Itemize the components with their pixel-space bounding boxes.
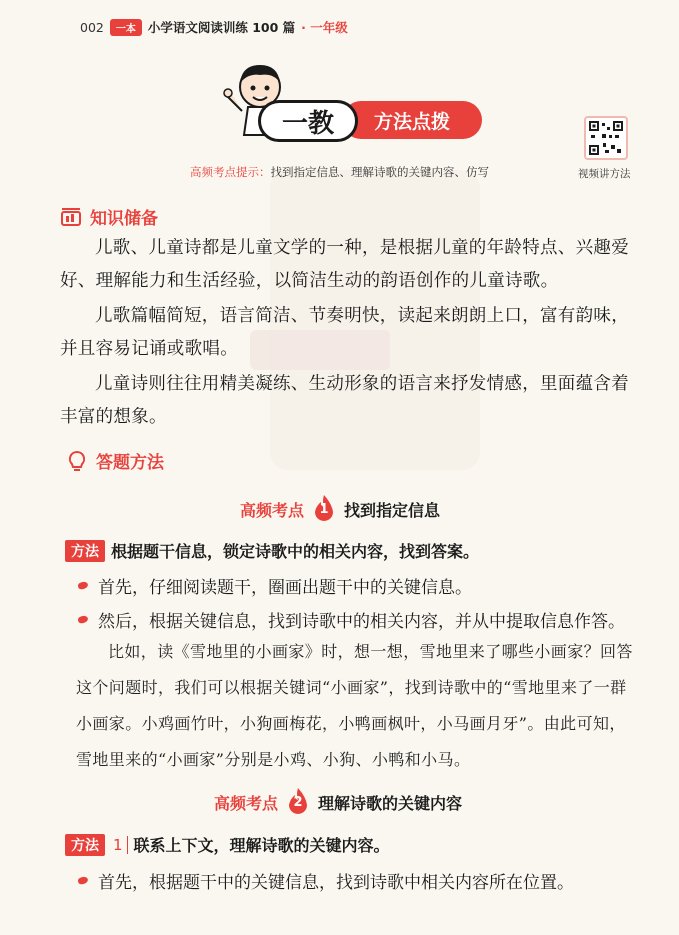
page-number: 002 bbox=[80, 19, 104, 35]
bullet-text: 首先，根据题干中的关键信息，找到诗歌中相关内容所在位置。 bbox=[98, 873, 574, 893]
point-1-bullet-2 bbox=[78, 607, 625, 632]
point-2-method bbox=[65, 833, 390, 856]
method-tag: 方法 bbox=[65, 540, 105, 562]
key-points-hint bbox=[190, 164, 489, 180]
point-1-number: 1 bbox=[319, 502, 329, 517]
knowledge-paragraph-1: 儿歌、儿童诗都是儿童文学的一种，是根据儿童的年龄特点、兴趣爱好、理解能力和生活经验，以简洁生动的韵语创作的儿童诗歌。 bbox=[60, 238, 629, 291]
hint-label: 高频考点提示： bbox=[190, 165, 271, 179]
point-1-bullet-1 bbox=[78, 573, 472, 598]
flame-icon bbox=[286, 787, 310, 817]
method-number: 1 bbox=[111, 836, 128, 854]
grade-label: · 一年级 bbox=[301, 20, 348, 35]
flame-icon bbox=[312, 494, 336, 524]
qr-code-icon bbox=[589, 121, 623, 155]
answer-method-heading bbox=[66, 448, 164, 473]
point-1-example: 比如，读《雪地里的小画家》时，想一想，雪地里来了哪些小画家？回答这个问题时，我们可以根据关键词“小画家”，找到诗歌中的“雪地里来了一群小画家。小鸡画竹叶，小狗画梅花，小鸭画枫叶，小马画月牙”。由此可知，雪地里来的“小画家”分别是小鸡、小狗、小鸭和小马。 bbox=[76, 642, 633, 769]
point-1-method bbox=[65, 539, 479, 562]
point-2-method-text: 联系上下文，理解诗歌的关键内容。 bbox=[133, 836, 390, 855]
point-1-title: 找到指定信息 bbox=[344, 500, 441, 520]
brand-logo: 一本 bbox=[110, 19, 142, 36]
bullet-icon bbox=[77, 876, 88, 885]
point-2-bullet-1 bbox=[78, 868, 574, 893]
point-2-title: 理解诗歌的关键内容 bbox=[318, 793, 463, 813]
banner-main: 一教 bbox=[258, 100, 358, 142]
point-1-heading bbox=[240, 494, 440, 524]
point-2-number: 2 bbox=[293, 795, 303, 810]
point-2-label: 高频考点 bbox=[214, 793, 279, 813]
point-1-method-text: 根据题干信息，锁定诗歌中的相关内容，找到答案。 bbox=[111, 542, 480, 561]
answer-method-title: 答题方法 bbox=[96, 453, 164, 473]
page-header bbox=[80, 15, 348, 39]
qr-label: 视频讲方法 bbox=[578, 168, 631, 180]
knowledge-paragraph-2: 儿歌篇幅简短，语言简洁、节奏明快，读起来朗朗上口，富有韵味，并且容易记诵或歌唱。 bbox=[60, 306, 629, 359]
lightbulb-icon bbox=[66, 450, 88, 472]
point-2-heading bbox=[214, 787, 462, 817]
bullet-text: 然后，根据关键信息，找到诗歌中的相关内容，并从中提取信息作答。 bbox=[98, 612, 625, 632]
knowledge-paragraph-3: 儿童诗则往往用精美凝练、生动形象的语言来抒发情感，里面蕴含着丰富的想象。 bbox=[60, 374, 629, 427]
hint-text: 找到指定信息、理解诗歌的关键内容、仿写 bbox=[270, 165, 489, 179]
qr-code[interactable] bbox=[584, 116, 628, 160]
knowledge-title: 知识储备 bbox=[90, 209, 158, 229]
bullet-icon bbox=[77, 615, 88, 624]
knowledge-heading bbox=[60, 204, 158, 229]
bullet-icon bbox=[77, 581, 88, 590]
bookshelf-icon bbox=[60, 206, 82, 228]
banner-sub: 方法点拨 bbox=[342, 101, 482, 139]
bullet-text: 首先，仔细阅读题干，圈画出题干中的关键信息。 bbox=[98, 578, 472, 598]
book-title: 小学语文阅读训练 100 篇 bbox=[147, 20, 296, 35]
point-1-label: 高频考点 bbox=[240, 500, 305, 520]
method-tag: 方法 bbox=[65, 834, 105, 856]
